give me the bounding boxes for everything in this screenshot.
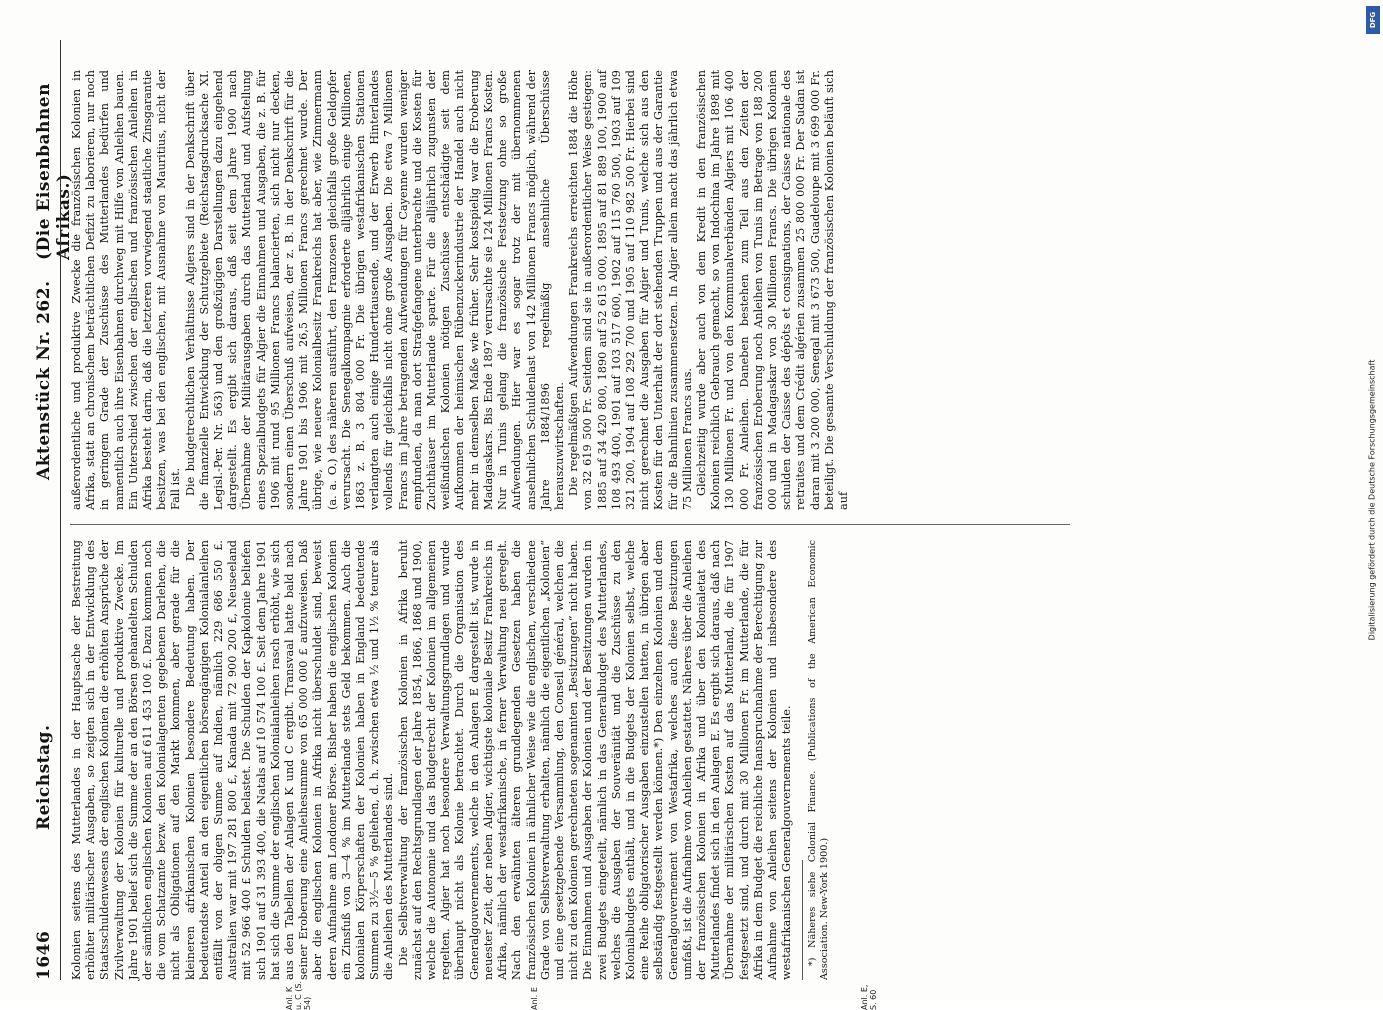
paragraph: Die budgetrechtlichen Verhältnisse Algiers sind in der Denkschrift über die finanzielle Entwicklung der Schutzgebiete (Reichstagsdrucksache XI. Legisl.-Per. Nr. 563) und den großzügigen Darstellungen dazu eingehend dargestellt. Es ergibt sich daraus, daß seit dem Jahre 1900 nach Übernahme der Militärausgaben durch das Mutterland und Aufstellung eines Spezialbudgets für Algier die Einnahmen und Ausgaben, die z. B. für 1906 mit rund 95 Millionen Francs balancierten, sich nicht nur decken, sondern einen Überschuß aufweisen, der z. B. in der Denkschrift für die Jahre 1901 bis 1906 mit 26,5 Millionen Francs gerechnet wurde. Der übrige, wie neuere Kolonialbesitz Frankreichs hat aber, wie Zimmermann (a. a. O.) des näheren ausführt, den Franzosen gleichfalls große Geldopfer verursacht. Die Senegalkompagnie erforderte alljährlich einige Millionen, 1863 z. B. 3 804 000 Fr. Die übrigen westafrikanischen Stationen verlangten auch einige Hunderttausende, und der Erwerb Hinterlandes vollends für gleichfalls nicht ohne große Ausgaben. Die etwa 7 Millionen Francs im Jahre betragenden Aufwendungen für Cayenne wurden weniger empfunden, da man dort Strafgefangene unterbrachte und die Kosten für Zuchthäuser im Mutterlande sparte. Für die alljährlich zugunsten der weißindischen Kolonien nötigen Zuschüsse entschädigte seit dem Aufkommen der heimischen Rübenzuckerindustrie der Handel auch nicht mehr in demselben Maße wie früher. Sehr kostspielig war die Eroberung Madagaskars. Bis Ende 1897 verursachte sie 124 Millionen Francs Kosten. Nur in Tunis gelang die französische Festsetzung ohne so große Aufwendungen. Hier war es sogar trotz der mit übernommenen ansehnlichen Schuldenlast von 142 Millionen Francs möglich, während der Jahre 1884/1896 regelmäßig ansehnliche Überschüsse herauszuwirtschaften. [183,70,566,510]
paragraph: Die Selbstverwaltung der französischen Kolonien in Afrika beruht zunächst auf den Rechtsgrundlagen der Jahre 1854, 1866, 1868 und 1900, welche die Autonomie und das Budgetrecht der Kolonien im allgemeinen regelten. Algier hat noch besondere Verwaltungsgrundlagen und wurde überhaupt nicht als Kolonie betrachtet. Durch die Organisation des Generalgouvernements, welche in den Anlagen E dargestellt ist, wurde in neuester Zeit, der neben Algier, wichtigste koloniale Besitz Frankreichs in Afrika, nämlich der westafrikanische, in ferner Verwaltung neu geregelt. Nach den erwähnten älteren grundlegenden Gesetzen haben die französischen Kolonien in ähnlicher Weise wie die englischen, verschiedene Grade von Selbstverwaltung erhalten, nämlich die eigentlichen „Kolonien“ und eine gesetzgebende Versammlung, den Conseil général, welchen die nicht zu den Kolonien gerechneten sogenannten „Besitzungen“ nicht haben. Die Einnahmen und Ausgaben der Kolonien und der Besitzungen wurden in zwei Budgets eingeteilt, nämlich in das Generalbudget des Mutterlandes, welches die Ausgaben der Souveränität und die Zuschüsse zu den Kolonialbudgets enthält, und in die Budgets der Kolonien selbst, welche eine Reihe obligatorischer Ausgaben einzustellen hatten, in übrigen aber selbständig festgestellt werden können.*) Den einzelnen Kolonien und dem Generalgouvernement von Westafrika, welches auch diese Besitzungen umfaßt, ist die Aufnahme von Anleihen gestattet. Näheres über die Anleihen der französischen Kolonien in Afrika und über den Kolonialetat des Mutterlandes findet sich in den Anlagen E. Es ergibt sich daraus, daß nach Übernahme der militärischen Kosten auf das Mutterland, die für 1907 festgesetzt sind, und durch mit 30 Millionen Fr. im Mutterlande, die für Afrika in dem Budget die reichliche Inanspruchnahme der Berechtigung zur Aufnahme von Anleihen seitens der Kolonien und insbesondere des westafrikanischen Generalgouvernements teile. [396,540,794,980]
paragraph: Gleichzeitig wurde aber auch von dem Kredit in den französischen Kolonien reichlich Gebrauch gemacht, so von Indochina im Jahre 1898 mit 130 Millionen Fr. und von den Kommunalverbänden Algiers mit 106 400 000 Fr. Anleihen. Daneben bestehen zum Teil aus den Zeiten der französischen Eroberung noch Anleihen von Tunis im Betrage von 188 200 000 und in Madagaskar von 30 Millionen Francs. Die übrigen Kolonien schulden der Caisse des dépôts et consignations, der Caisse nationale des retraites und dem Crédit algérien zusammen 25 800 000 Fr. Der Sudan ist daran mit 3 200 000, Senegal mit 3 673 500, Guadeloupe mit 3 699 000 Fr. beteiligt. Die gesamte Verschuldung der französischen Kolonien beläuft sich auf [694,70,850,510]
column-rule [70,524,1070,525]
dfg-logo-icon: DFG [1366,6,1380,34]
footnote-rule [802,860,803,980]
document-number: Aktenstück Nr. 262. [34,280,54,480]
rotated-content [30,40,1370,1010]
footnote: *) Näheres siehe Colonial Finance. (Publications of the American Economic Association. New-York 1900.) [807,540,831,980]
digitization-credit: Digitalisierung gefördert durch die Deutsche Forschungsgemeinschaft [1367,359,1377,641]
page-number: 1646 [34,930,54,980]
document-subject: (Die Eisenbahnen Afrikas.) [34,83,74,260]
paragraph: Die regelmäßigen Aufwendungen Frankreichs erreichten 1884 die Höhe von 32 619 500 Fr. Seitdem sind sie in außerordentlicher Weise gestiegen: 1885 auf 34 420 800, 1890 auf 52 615 000, 1895 auf 81 889 100, 1900 auf 108 493 400, 1901 auf 103 517 600, 1902 auf 115 760 500, 1903 auf 109 321 200, 1904 auf 108 292 700 und 1905 auf 110 982 500 Fr. Hierbei sind nicht gerechnet die Ausgaben für Algier und Tunis, welche sich aus den Kosten für den Unterhalt der dort stehenden Truppen und aus der Garantie für die Bahnlinien zusammensetzen. In Algier allein macht das jährlich etwa 75 Millionen Francs aus. [567,70,694,510]
margin-note: Anl. K u. C (S. 54) [285,980,312,1010]
header-rule [60,40,61,980]
right-column [70,70,851,510]
paragraph: Kolonien seitens des Mutterlandes in der Hauptsache der Bestreitung erhöhter militärischer Ausgaben, so zeigten sich in der Entwicklung des Staatsschuldenwesens der englischen Kolonien die erhöhten Ansprüche der Zivilverwaltung der Kolonien für kulturelle und produktive Zwecke. Im Jahre 1901 belief sich die Summe der an den Börsen gehandelten Schulden der sämtlichen englischen Kolonien auf 611 453 100 £. Dazu kommen noch die vom Schatzamte bezw. den Kolonialagenten gegebenen Darlehen, die nicht als Obligationen auf den Markt kommen, aber gerade für die kleineren afrikanischen Kolonien besondere Bedeutung haben. Der bedeutendste Anteil an den eigentlichen börsengängigen Kolonialanleihen entfällt von der obigen Summe auf Indien, nämlich 229 686 550 £. Australien war mit 197 281 800 £, Kanada mit 72 900 200 £, Neuseeland mit 52 966 400 £ Schulden belastet. Die Schulden der Kapkolonie beliefen sich 1901 auf 31 393 400, die Natals auf 10 574 100 £. Seit dem Jahre 1901 hat sich die Summe der englischen Kolonialanleihen rasch erhöht, wie sich aus den Tabellen der Anlagen K und C ergibt. Transvaal hatte bald nach seiner Eroberung eine Anleihesumme von 65 000 000 £ aufzuweisen. Daß aber die englischen Kolonien in Afrika nicht überschuldet sind, beweist deren Aufnahme am Londoner Börse. Bisher haben die englischen Kolonien ein Zinsfuß von 3—4 % im Mutterlande stets Geld bekommen. Auch die kolonialen Körperschaften der Kolonien haben in England bedeutende Summen zu 3½—5 % geliehen, d. h. zwischen etwa ½ und 1½ % teurer als die Anleihen des Mutterlandes sind. [70,540,396,980]
publication-title: Reichstag. [34,724,54,830]
paragraph: außerordentliche und produktive Zwecke die französischen Kolonien in Afrika, statt an chronischem beträchtlichen Defizit zu laborieren, nur noch in geringem Grade der Zuschüsse des Mutterlandes bedürfen und namentlich auch ihre Eisenbahnen durchweg mit Hilfe von Anleihen bauen. Ein Unterschied zwischen der englischen und französischen Anleihen in Afrika besteht darin, daß die letzteren vorwiegend staatliche Zinsgarantie besitzen, was bei den englischen, mit Ausnahme von Mauritius, nicht der Fall ist. [70,70,183,510]
running-header [30,40,74,980]
margin-note: Anl. E [530,987,539,1010]
margin-note: Anl. E, S. 60 [860,984,878,1010]
left-column [70,540,831,980]
